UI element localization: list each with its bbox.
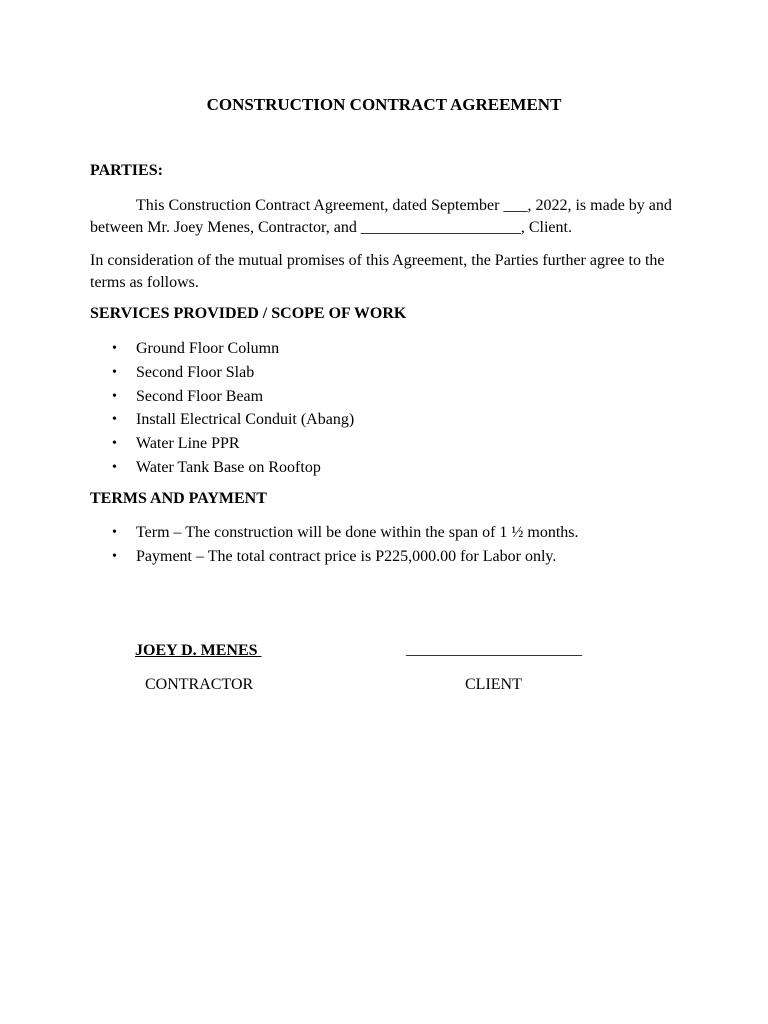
bullet-icon: • bbox=[112, 459, 117, 475]
document-title: CONSTRUCTION CONTRACT AGREEMENT bbox=[206, 95, 562, 114]
list-item bbox=[90, 457, 354, 481]
services-heading: SERVICES PROVIDED / SCOPE OF WORK bbox=[90, 305, 407, 322]
bullet-icon: • bbox=[112, 548, 117, 564]
list-item bbox=[90, 362, 354, 386]
bullet-icon: • bbox=[112, 412, 117, 428]
service-item-text: Water Tank Base on Rooftop bbox=[136, 458, 321, 476]
bullet-icon: • bbox=[112, 388, 117, 404]
list-item bbox=[90, 409, 354, 433]
bullet-icon: • bbox=[112, 341, 117, 356]
consideration-paragraph: In consideration of the mutual promises of this Agreement, the Parties further agree to the terms as follows. bbox=[90, 252, 665, 291]
bullet-icon: • bbox=[112, 525, 117, 540]
parties-heading: PARTIES: bbox=[90, 162, 163, 179]
contractor-signature-name: JOEY D. MENES bbox=[135, 642, 262, 659]
terms-list bbox=[90, 522, 579, 570]
service-item-text: Second Floor Beam bbox=[136, 387, 264, 405]
service-item-text: Water Line PPR bbox=[136, 435, 240, 453]
contractor-label: CONTRACTOR bbox=[145, 676, 254, 693]
list-item bbox=[90, 522, 579, 546]
client-signature-line: ______________________ bbox=[406, 641, 582, 658]
term-item-text: Payment – The total contract price is P225,000.00 for Labor only. bbox=[136, 547, 557, 565]
service-item-text: Ground Floor Column bbox=[136, 340, 280, 357]
client-label: CLIENT bbox=[465, 676, 522, 693]
services-list bbox=[90, 338, 354, 481]
list-item bbox=[90, 433, 354, 457]
term-item-text: Term – The construction will be done within the span of 1 ½ months. bbox=[136, 524, 579, 541]
service-item-text: Install Electrical Conduit (Abang) bbox=[136, 411, 355, 429]
parties-paragraph: This Construction Contract Agreement, dated September ___, 2022, is made by and between Mr. Joey Menes, Contractor, and ____________________, Client. bbox=[90, 197, 672, 236]
bullet-icon: • bbox=[112, 436, 117, 452]
list-item bbox=[90, 546, 579, 570]
service-item-text: Second Floor Slab bbox=[136, 363, 255, 381]
list-item bbox=[90, 386, 354, 410]
bullet-icon: • bbox=[112, 364, 117, 380]
terms-heading: TERMS AND PAYMENT bbox=[90, 490, 267, 507]
list-item bbox=[90, 338, 354, 362]
